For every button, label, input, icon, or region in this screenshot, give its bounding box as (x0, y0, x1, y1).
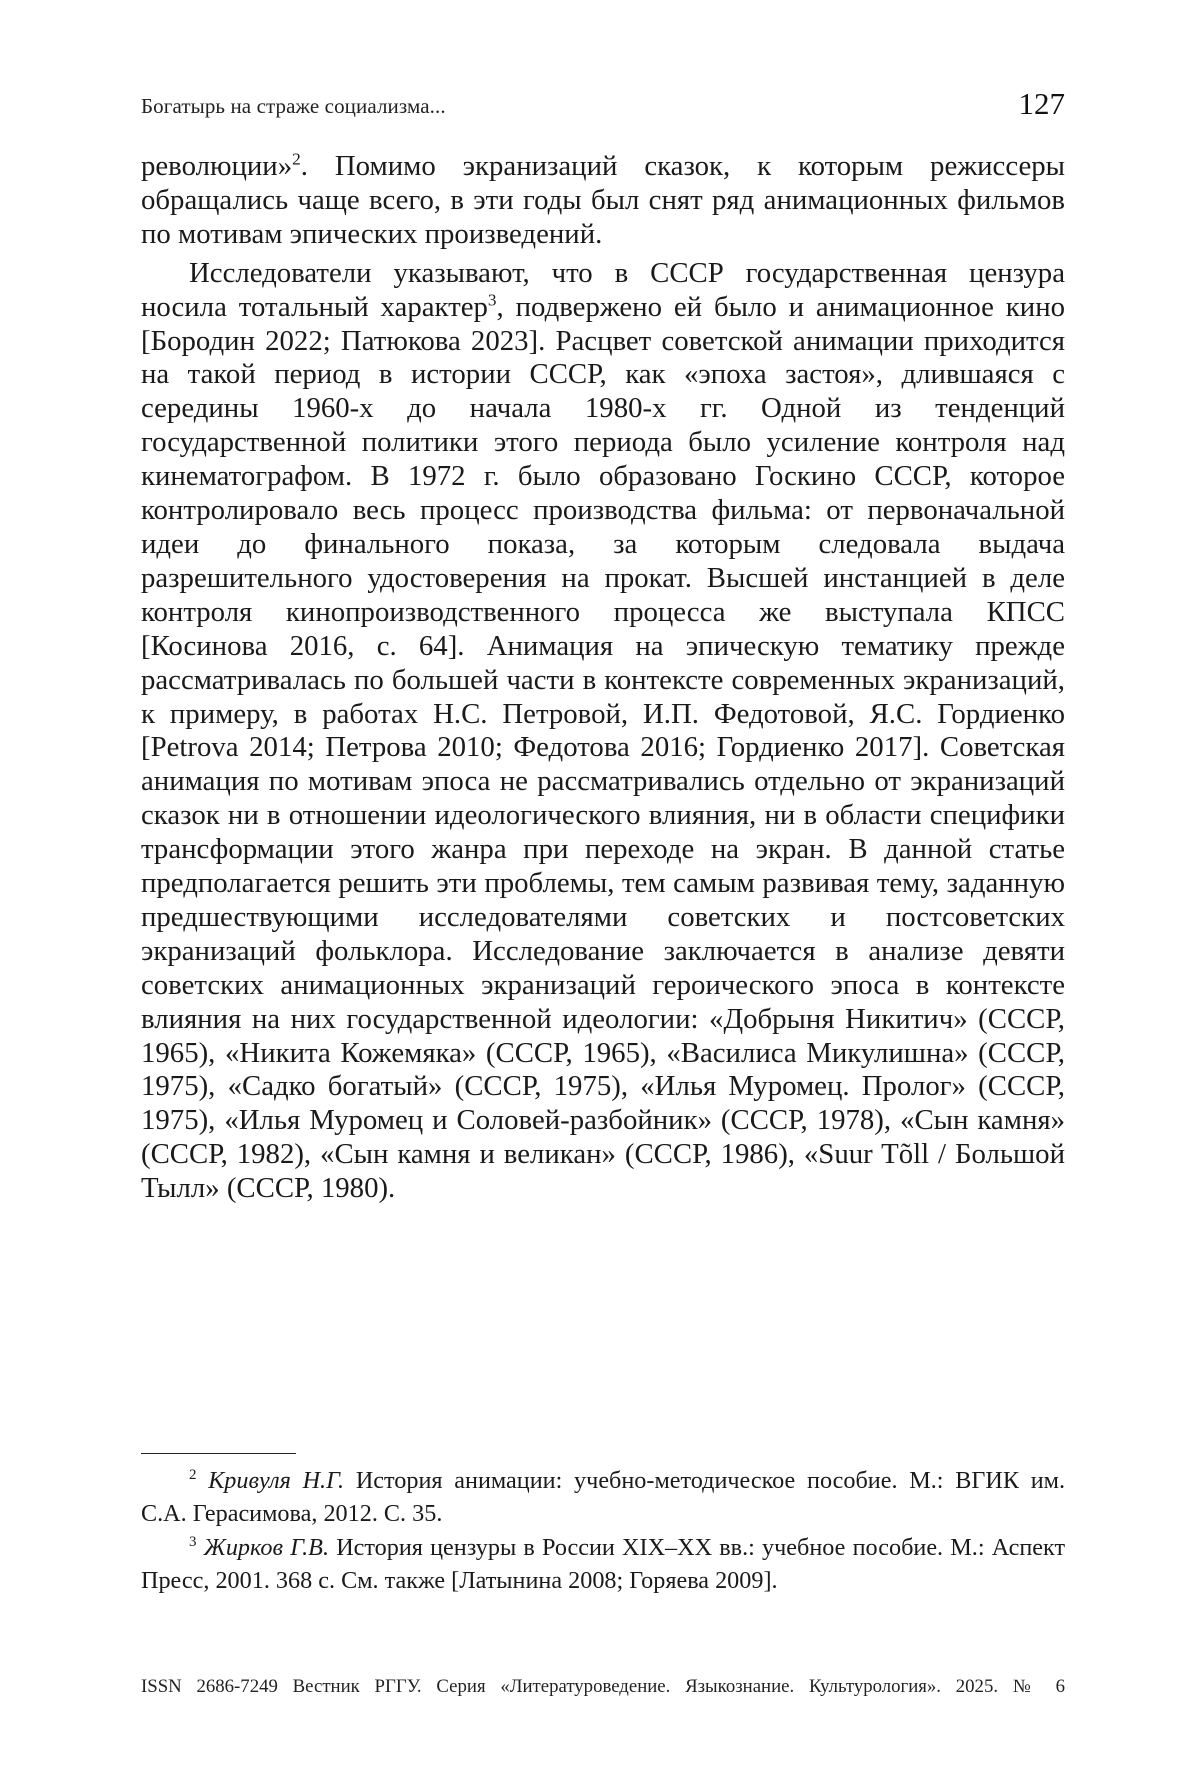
paragraph-text: . Помимо экранизаций сказок, к которым режиссеры обращались чаще всего, в эти годы был снят ряд анимационных фильмов по мотивам эпических произведений. (141, 150, 1065, 250)
footnote-author: Жирков Г.В. (204, 1534, 329, 1561)
document-page (141, 0, 1065, 1780)
footnotes (141, 1465, 1065, 1599)
footnote-number: 2 (189, 1467, 197, 1483)
paragraph-text: Исследователи указывают, что в СССР государственная цензура носила тотальный характер (141, 257, 1065, 323)
paragraph-continuation (141, 150, 1065, 252)
footnote-text: История цензуры в России XIX–XX вв.: учебное пособие. М.: Аспект Пресс, 2001. 368 с. См. также [Латынина 2008; Горяева 2009]. (141, 1534, 1065, 1594)
page-number: 127 (1019, 86, 1066, 122)
footnote-text: История анимации: учебно-методическое пособие. М.: ВГИК им. С.А. Герасимова, 2012. С. 35. (141, 1467, 1065, 1527)
footnote-ref-2: 2 (292, 149, 301, 168)
running-title: Богатырь на страже социализма... (141, 94, 446, 119)
footnote-item (141, 1465, 1065, 1530)
footnote-item (141, 1532, 1065, 1597)
footnote-separator (141, 1453, 296, 1454)
journal-footer: ISSN 2686-7249 Вестник РГГУ. Серия «Литературоведение. Языкознание. Культурология». 2025. № 6 (141, 1676, 1065, 1698)
footnote-author: Кривуля Н.Г. (208, 1467, 344, 1494)
running-header (141, 86, 1065, 126)
paragraph (141, 257, 1065, 1206)
footnote-ref-3: 3 (488, 290, 497, 309)
main-body-text (141, 150, 1065, 1206)
paragraph-text: революции» (141, 150, 292, 182)
paragraph-text: , подвержено ей было и анимационное кино [Бородин 2022; Патюкова 2023]. Расцвет советской анимации приходится на такой период в истории СССР, как «эпоха застоя», длившаяся с середины 1960-х до начала 1980-х гг. Одной из тенденций государственной политики этого периода было усиление контроля над кинематографом. В 1972 г. было образовано Госкино СССР, которое контролировало весь процесс производства фильма: от первоначальной идеи до финального показа, за которым следовала выдача разрешительного удостоверения на прокат. Высшей инстанцией в деле контроля кинопроизводственного процесса же выступала КПСС [Косинова 2016, с. 64]. Анимация на эпическую тематику прежде рассматривалась по большей части в контексте современных экранизаций, к примеру, в работах Н.С. Петровой, И.П. Федотовой, Я.С. Гордиенко [Petrova 2014; Петрова 2010; Федотова 2016; Гордиенко 2017]. Советская анимация по мотивам эпоса не рассматривались отдельно от экранизаций сказок ни в отношении идеологического влияния, ни в области специфики трансформации этого жанра при переходе на экран. В данной статье предполагается решить эти проблемы, тем самым развивая тему, заданную предшествующими исследователями советских и постсоветских экранизаций фольклора. Исследование заключается в анализе девяти советских анимационных экранизаций героического эпоса в контексте влияния на них государственной идеологии: «Добрыня Никитич» (СССР, 1965), «Никита Кожемяка» (СССР, 1965), «Василиса Микулишна» (СССР, 1975), «Садко богатый» (СССР, 1975), «Илья Муромец. Пролог» (СССР, 1975), «Илья Муромец и Соловей-разбойник» (СССР, 1978), «Сын камня» (СССР, 1982), «Сын камня и великан» (СССР, 1986), «Suur Tõll / Большой Тылл» (СССР, 1980). (141, 291, 1065, 1205)
footnote-number: 3 (189, 1534, 197, 1550)
